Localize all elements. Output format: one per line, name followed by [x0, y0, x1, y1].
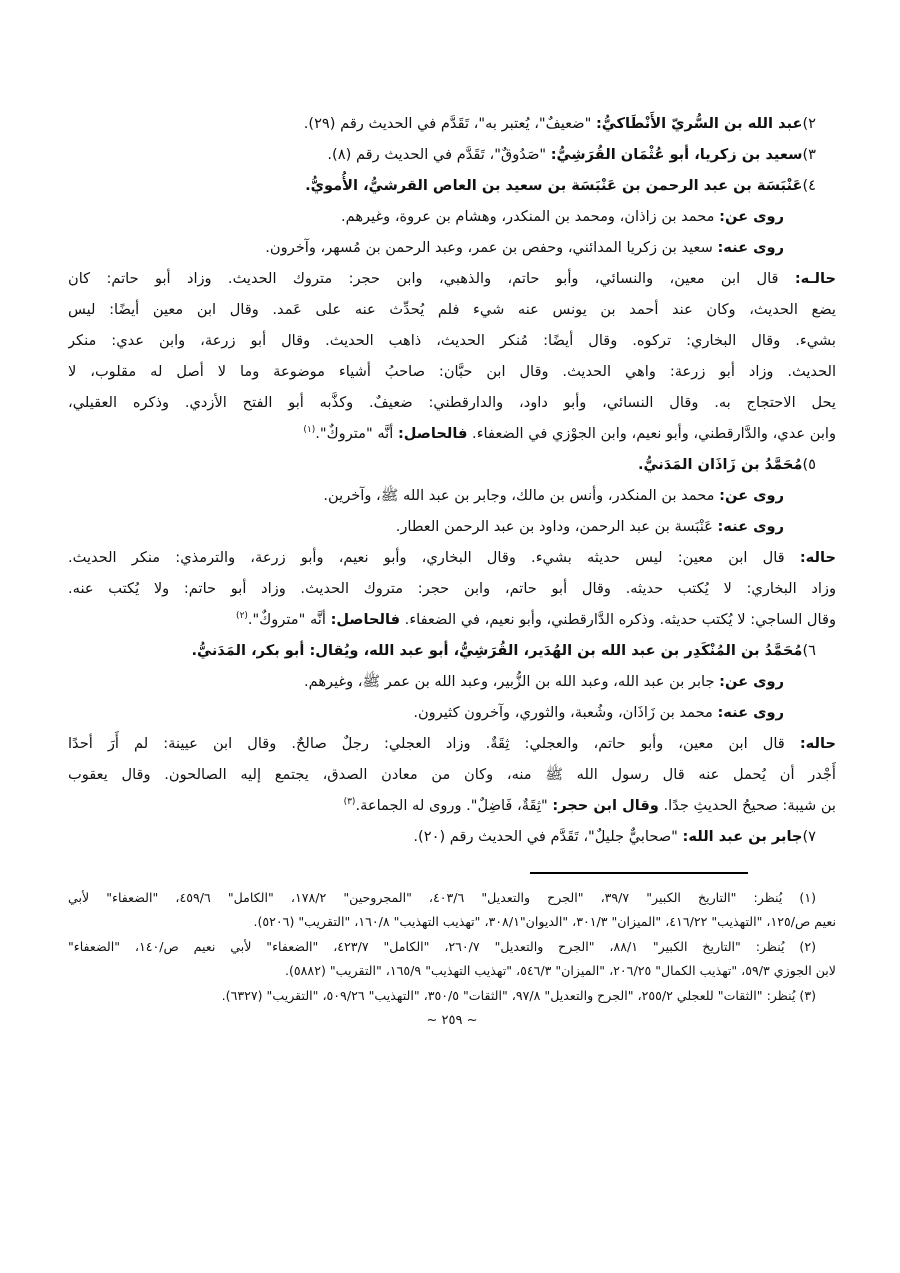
entry-2	[68, 108, 836, 139]
entry-5-status-line	[68, 604, 836, 635]
label: حاله:	[799, 735, 836, 752]
entry-4-heading	[68, 170, 836, 201]
label: فالحاصل:	[397, 425, 468, 442]
entry-5-narrated-by	[68, 511, 836, 542]
footnote-2: (٢) يُنظر: "التاريخ الكبير" ٨٨/١، "الجرح والتعديل" ٢٦٠/٧، "الكامل" ٤٢٣/٧، "الضعفاء" لأبي نعيم ص/١٤٠، "الضعفاء"	[68, 938, 817, 954]
entry-5-heading	[68, 449, 836, 480]
entry-4-status-line	[68, 294, 836, 325]
entry-number: ٤)	[802, 177, 816, 194]
text: قال ابن معين، والنسائي، وأبو حاتم، والذهبي، وابن حجر: متروك الحديث. وزاد أبو حاتم: كان	[68, 270, 795, 287]
document-page	[68, 108, 836, 1218]
text: سعيد بن زكريا المدائني، وحفص بن عمر، وعبد الرحمن بن مُسهر، وآخرون.	[265, 239, 718, 256]
narrator-name: مُحَمَّدُ بن زَاذَان المَدَنيُّ.	[637, 456, 803, 473]
entry-number: ٧)	[802, 828, 816, 845]
narrator-name: جابر بن عبد الله:	[682, 828, 803, 845]
entry-number: ٣)	[802, 146, 816, 163]
entry-4-status-line	[68, 325, 836, 356]
entry-6-status-line	[68, 759, 836, 790]
text: جابر بن عبد الله، وعبد الله بن الزُّبير، وعبد الله بن عمر ﷺ، وغيرهم.	[303, 673, 720, 690]
entry-6-status-line	[68, 728, 836, 759]
entry-4-status-line	[68, 263, 836, 294]
text: وزاد البخاري: لا يُكتب حديثه. وقال أبو حاتم، وابن حجر: متروك الحديث. وزاد أبو حاتم: ولا يُكتب عنه.	[68, 580, 836, 597]
text: محمد بن زاذان، ومحمد بن المنكدر، وهشام بن عروة، وغيرهم.	[341, 208, 720, 225]
narrator-name: مُحَمَّدُ بن المُنْكَدِر بن عبد الله بن الهُدَير، القُرَشِيُّ، أبو عبد الله، ويُقال: أبو بكر، المَدَنيُّ.	[191, 642, 803, 659]
entry-number: ٦)	[802, 642, 816, 659]
entry-6-heading	[68, 635, 836, 666]
entry-5-status-line	[68, 573, 836, 604]
label: روى عنه:	[717, 239, 784, 256]
entry-number: ٥)	[802, 456, 816, 473]
entry-4-status-line	[68, 387, 836, 418]
text: محمد بن زَاذَان، وشُعبة، والثوري، وآخرون كثيرون.	[413, 704, 718, 721]
label: روى عن:	[719, 487, 784, 504]
footnote-1: (١) يُنظر: "التاريخ الكبير" ٣٩/٧، "الجرح والتعديل" ٤٠٣/٦، "المجروحين" ١٧٨/٢، "الكامل" ٤٥٩/٦، "الضعفاء" لأبي	[68, 890, 817, 905]
entry-4-status-line	[68, 356, 836, 387]
label: روى عنه:	[717, 518, 784, 535]
label: وقال ابن حجر:	[552, 797, 659, 814]
entry-4-narrated-by	[68, 232, 836, 263]
entry-6-narrated-from	[68, 666, 836, 697]
footnote-2-cont: لابن الجوزي ٥٩/٣، "تهذيب الكمال" ٢٠٦/٢٥، "الميزان" ٥٤٦/٣، "تهذيب التهذيب" ١٦٥/٩، "التقريب" (٥٨٨٢).	[284, 963, 836, 979]
text: أنَّه "متروكٌ".	[247, 611, 331, 628]
entry-5-status-line	[68, 542, 836, 573]
footnote-separator	[530, 872, 748, 874]
entry-6-narrated-by	[68, 697, 836, 728]
entry-3	[68, 139, 836, 170]
text: يضع الحديث، وكان عند أحمد بن يونس عنه شيء فلم يُحدِّث عنه على عَمد. وقال ابن معين أيضًا: ليس	[68, 301, 836, 318]
text: الحديث. وزاد أبو زرعة: واهي الحديث. وقال ابن حبَّان: صاحبُ أشياء موضوعة وما لا أصل له مقلوب، لا	[68, 363, 836, 380]
text: بن شيبة: صحيحُ الحديثِ جدًا.	[658, 797, 836, 814]
footnote-ref[interactable]: (٢)	[236, 611, 248, 622]
footnote-ref[interactable]: (٣)	[343, 797, 356, 808]
page-number: ~ ٢٥٩ ~	[426, 1013, 478, 1029]
text: أنَّه "متروكٌ".	[315, 425, 398, 442]
text: "ثِقَةٌ، فَاضِلٌ". وروى له الجماعة.	[355, 797, 553, 814]
text: وقال الساجي: لا يُكتب حديثه. وذكره الدَّارقطني، وأبو نعيم، في الضعفاء.	[400, 611, 836, 628]
text: بشيء. وقال البخاري: تركوه. وقال أيضًا: مُنكر الحديث، ذاهب الحديث. وقال أبو زرعة، وابن عدي: منكر	[68, 332, 836, 349]
label: حاله:	[799, 549, 836, 566]
label: حالـه:	[794, 270, 836, 287]
footnote-ref[interactable]: (١)	[303, 425, 316, 436]
text: عَنْبَسة بن عبد الرحمن، وداود بن عبد الرحمن العطار.	[395, 518, 718, 535]
entry-number: ٢)	[802, 115, 816, 132]
entry-4-status-line	[68, 418, 836, 449]
text: أَجْدر أن يُحمل عنه قال رسول الله ﷺ منه، وكان من معادن الصدق، يجتمع إليه الصالحون. وقال يعقوب	[68, 766, 836, 783]
entry-text: "صَدُوقٌ"، تَقَدَّم في الحديث رقم (٨).	[327, 146, 551, 163]
entry-5-narrated-from	[68, 480, 836, 511]
label: فالحاصل:	[330, 611, 401, 628]
text: محمد بن المنكدر، وأنس بن مالك، وجابر بن عبد الله ﷺ، وآخرين.	[323, 487, 720, 504]
label: روى عنه:	[717, 704, 784, 721]
entry-6-status-line	[68, 790, 836, 821]
label: روى عن:	[719, 673, 784, 690]
text: يحل الاحتجاج به. وقال النسائي، وأبو داود، والدارقطني: ضعيفٌ. وكذَّبه أبو الفتح الأزدي. وذكره العقيلي،	[68, 394, 836, 411]
text: وابن عدي، والدَّارقطني، وأبو نعيم، وابن الجوْزي في الضعفاء.	[467, 425, 836, 442]
footnote-3: (٣) يُنظر: "الثقات" للعجلي ٢٥٥/٢، "الجرح والتعديل" ٩٧/٨، "الثقات" ٣٥٠/٥، "التهذيب" ٥٠٩/٢٦، "التقريب" (٦٣٢٧).	[221, 987, 816, 1003]
entry-4-narrated-from	[68, 201, 836, 232]
entry-text: "صحابيٌّ جليلٌ"، تَقَدَّم في الحديث رقم (٢٠).	[413, 828, 683, 845]
entry-text: "ضعيفٌ"، يُعتبر به"، تَقَدَّم في الحديث رقم (٢٩).	[303, 115, 596, 132]
footnote-1-cont: نعيم ص/١٢٥، "التهذيب" ٤١٦/٢٢، "الميزان" ٣٠١/٣، "الديوان"٣٠٨/١، "تهذيب التهذيب" ١٦٠/٨، "التقريب" (٥٢٠٦).	[253, 914, 836, 930]
narrator-name: سعيد بن زكريا، أبو عُثْمَان القُرَشِيُّ:	[550, 146, 803, 163]
narrator-name: عبد الله بن السُّريّ الأَنْطَاكيُّ:	[595, 115, 803, 132]
entry-7	[68, 821, 836, 852]
label: روى عن:	[719, 208, 784, 225]
text: قال ابن معين: ليس حديثه بشيء. وقال البخاري، وأبو نعيم، وأبو زرعة، والترمذي: منكر الحديث.	[68, 549, 800, 566]
narrator-name: عَنْبَسَة بن عبد الرحمن بن عَنْبَسَة بن سعيد بن العاص القرشيُّ، الأُمويُّ.	[305, 177, 803, 194]
text: قال ابن معين، وأبو حاتم، والعجلي: ثِقَةٌ. وزاد العجلي: رجلٌ صالحٌ. وقال ابن عيينة: لم أَرَ أحدًا	[68, 735, 800, 752]
